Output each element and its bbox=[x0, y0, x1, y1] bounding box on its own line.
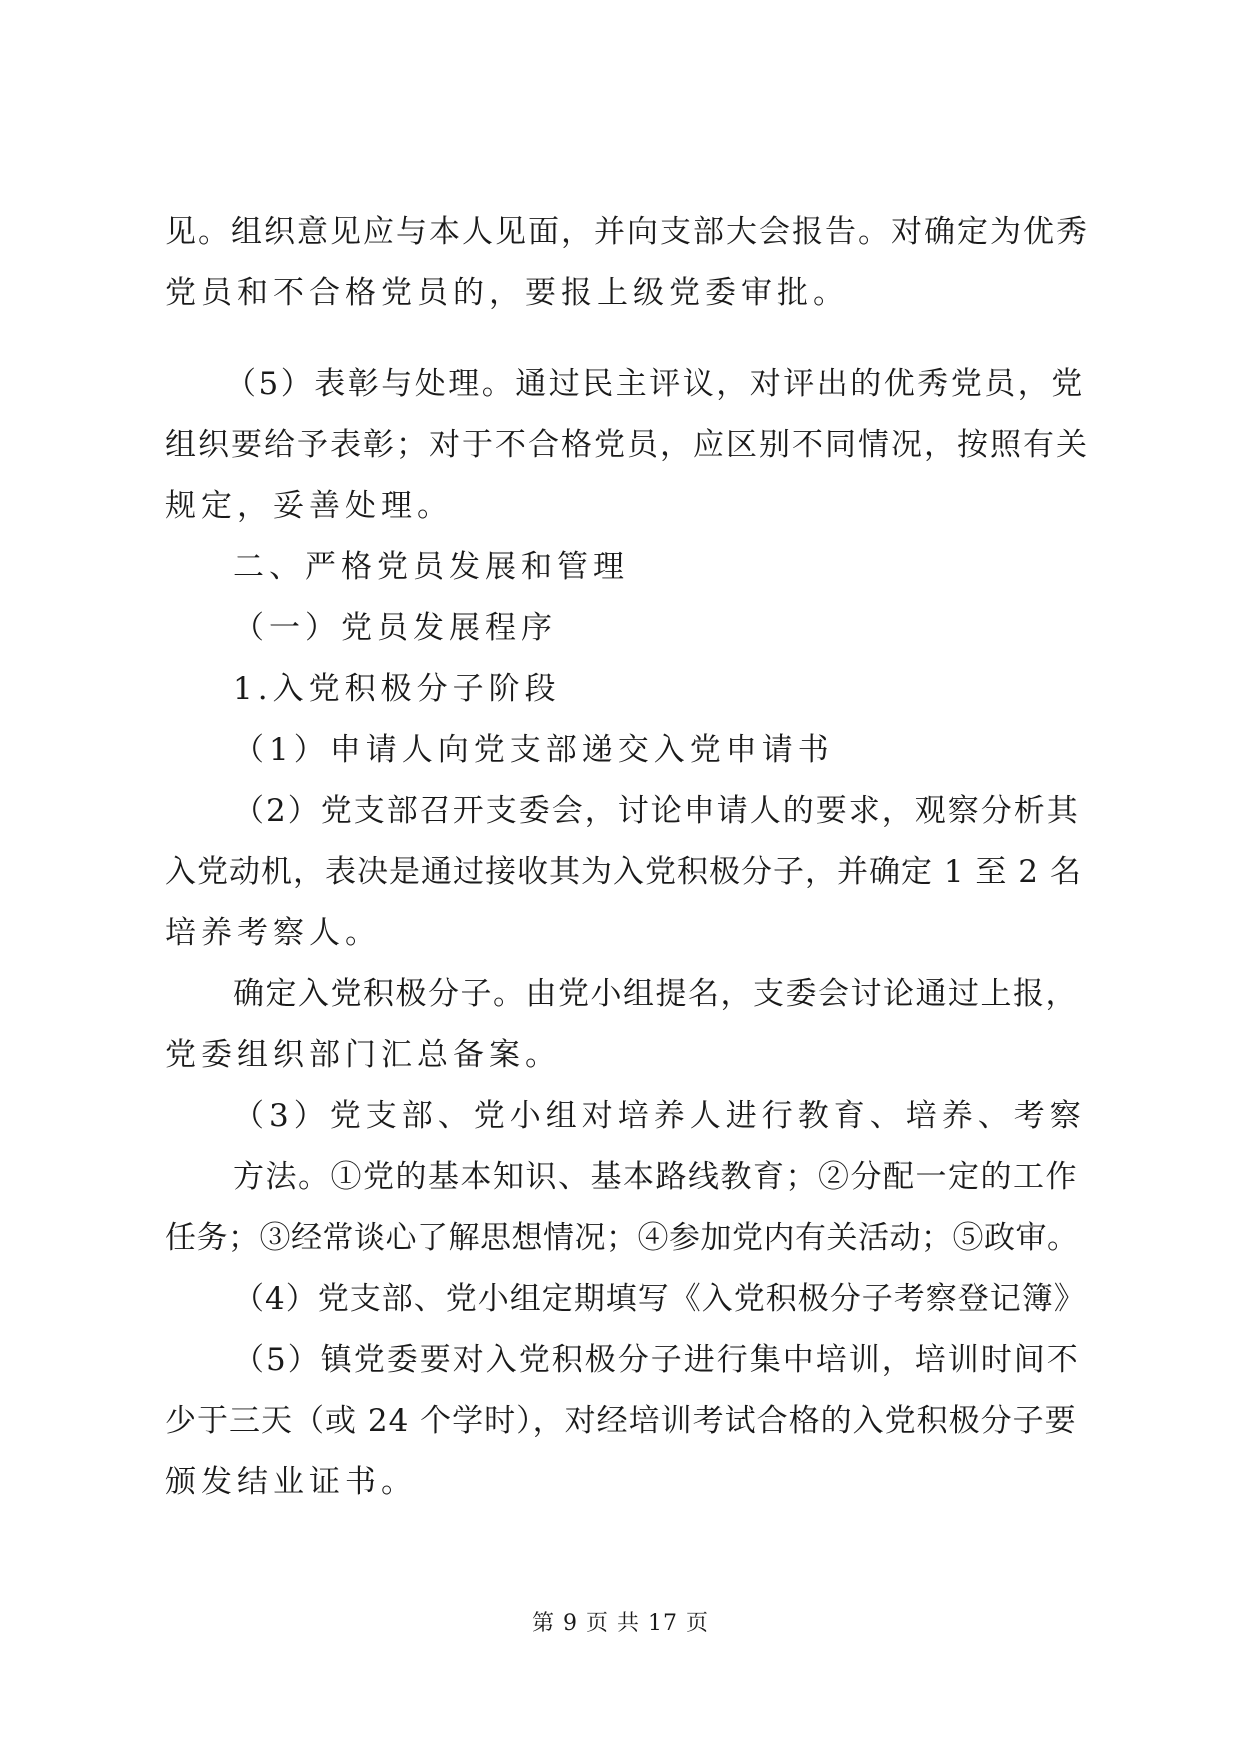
text-line: 规定，妥善处理。 bbox=[165, 488, 453, 524]
text-line: 党委组织部门汇总备案。 bbox=[165, 1037, 561, 1073]
subsection-heading: 1.入党积极分子阶段 bbox=[233, 671, 561, 707]
text-line: 任务；③经常谈心了解思想情况；④参加党内有关活动；⑤政审。 bbox=[165, 1220, 1079, 1256]
text-line: （2）党支部召开支委会，讨论申请人的要求，观察分析其 bbox=[233, 793, 1080, 829]
text-line: （5）镇党委要对入党积极分子进行集中培训，培训时间不 bbox=[233, 1342, 1080, 1378]
section-heading: 二、严格党员发展和管理 bbox=[233, 549, 629, 585]
page-number: 第 9 页 共 17 页 bbox=[532, 1611, 709, 1636]
text-line: 方法。①党的基本知识、基本路线教育；②分配一定的工作 bbox=[233, 1159, 1078, 1195]
text-line: 培养考察人。 bbox=[165, 915, 381, 951]
text-line: 见。组织意见应与本人见面，并向支部大会报告。对确定为优秀 bbox=[165, 214, 1089, 250]
text-line: 确定入党积极分子。由党小组提名，支委会讨论通过上报， bbox=[233, 976, 1078, 1012]
text-line: （5）表彰与处理。通过民主评议，对评出的优秀党员，党 bbox=[225, 366, 1085, 402]
text-line: 组织要给予表彰；对于不合格党员，应区别不同情况，按照有关 bbox=[165, 427, 1089, 463]
text-line: 入党动机，表决是通过接收其为入党积极分子，并确定 1 至 2 名 bbox=[165, 854, 1082, 890]
text-line: （4）党支部、党小组定期填写《入党积极分子考察登记簿》 bbox=[233, 1281, 1086, 1317]
text-line: 颁发结业证书。 bbox=[165, 1464, 417, 1500]
text-line: （1）申请人向党支部递交入党申请书 bbox=[233, 732, 834, 768]
text-line: 少于三天（或 24 个学时），对经培训考试合格的入党积极分子要 bbox=[165, 1403, 1077, 1439]
subsection-heading: （一）党员发展程序 bbox=[233, 610, 557, 646]
text-line: 党员和不合格党员的，要报上级党委审批。 bbox=[165, 275, 849, 311]
text-line: （3）党支部、党小组对培养人进行教育、培养、考察 bbox=[233, 1098, 1086, 1134]
